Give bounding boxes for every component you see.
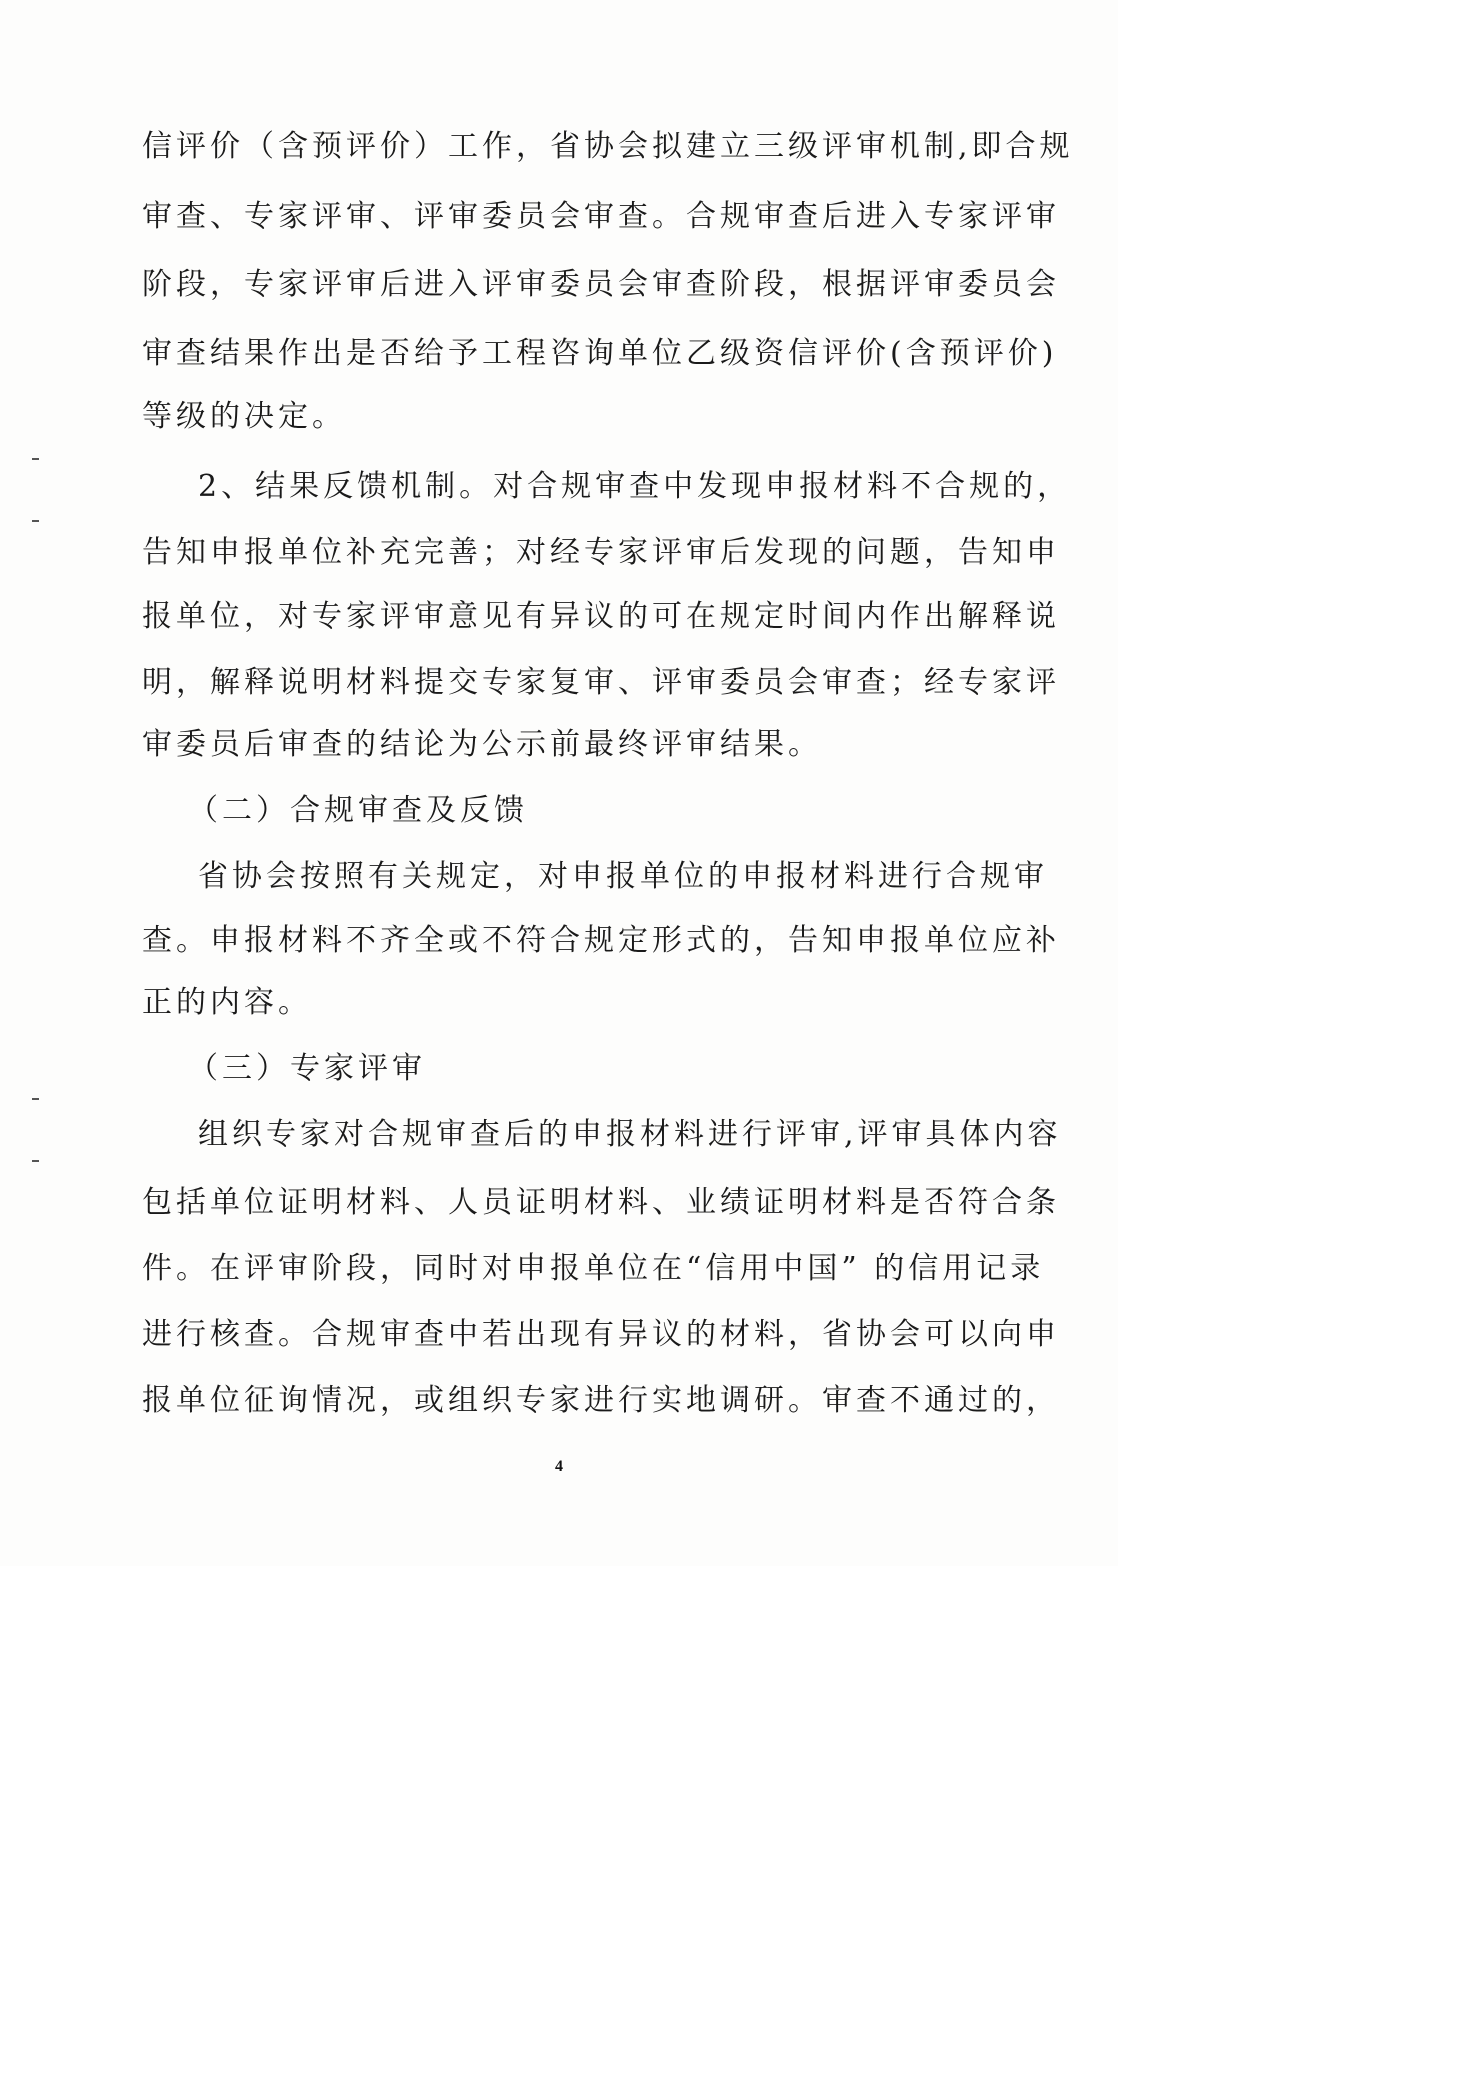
paragraph-line: 件。在评审阶段，同时对申报单位在“信用中国” 的信用记录 (142, 1251, 1045, 1286)
paragraph-line: 包括单位证明材料、人员证明材料、业绩证明材料是否符合条 (142, 1185, 1060, 1220)
paragraph-line: 审查、专家评审、评审委员会审查。合规审查后进入专家评审 (142, 199, 1060, 234)
paragraph-line: 明，解释说明材料提交专家复审、评审委员会审查；经专家评 (142, 665, 1060, 700)
paragraph-line: 进行核查。合规审查中若出现有异议的材料，省协会可以向申 (142, 1317, 1060, 1352)
binding-mark (32, 1098, 39, 1100)
paragraph-line: 报单位，对专家评审意见有异议的可在规定时间内作出解释说 (142, 599, 1060, 634)
paragraph-line: 审查结果作出是否给予工程咨询单位乙级资信评价(含预评价) (142, 336, 1058, 371)
binding-mark (32, 520, 39, 522)
section-heading: （三）专家评审 (188, 1051, 426, 1086)
page-number: 4 (555, 1458, 563, 1475)
paragraph-line: 组织专家对合规审查后的申报材料进行评审,评审具体内容 (198, 1117, 1062, 1152)
paragraph-line: 等级的决定。 (142, 399, 346, 434)
paragraph-line: 2、结果反馈机制。对合规审查中发现申报材料不合规的， (198, 469, 1072, 504)
paragraph-line: 省协会按照有关规定，对申报单位的申报材料进行合规审 (198, 859, 1048, 894)
binding-mark (32, 1160, 39, 1162)
paragraph-line: 告知申报单位补充完善；对经专家评审后发现的问题，告知申 (142, 535, 1060, 570)
paragraph-line: 正的内容。 (142, 985, 312, 1020)
paragraph-line: 阶段，专家评审后进入评审委员会审查阶段，根据评审委员会 (142, 267, 1060, 302)
paragraph-line: 信评价（含预评价）工作，省协会拟建立三级评审机制,即合规 (142, 129, 1074, 164)
paragraph-line: 查。申报材料不齐全或不符合规定形式的，告知申报单位应补 (142, 923, 1060, 958)
paragraph-line: 报单位征询情况，或组织专家进行实地调研。审查不通过的， (142, 1383, 1060, 1418)
binding-mark (32, 458, 39, 460)
section-heading: （二）合规审查及反馈 (188, 793, 528, 828)
paragraph-line: 审委员后审查的结论为公示前最终评审结果。 (142, 727, 822, 762)
